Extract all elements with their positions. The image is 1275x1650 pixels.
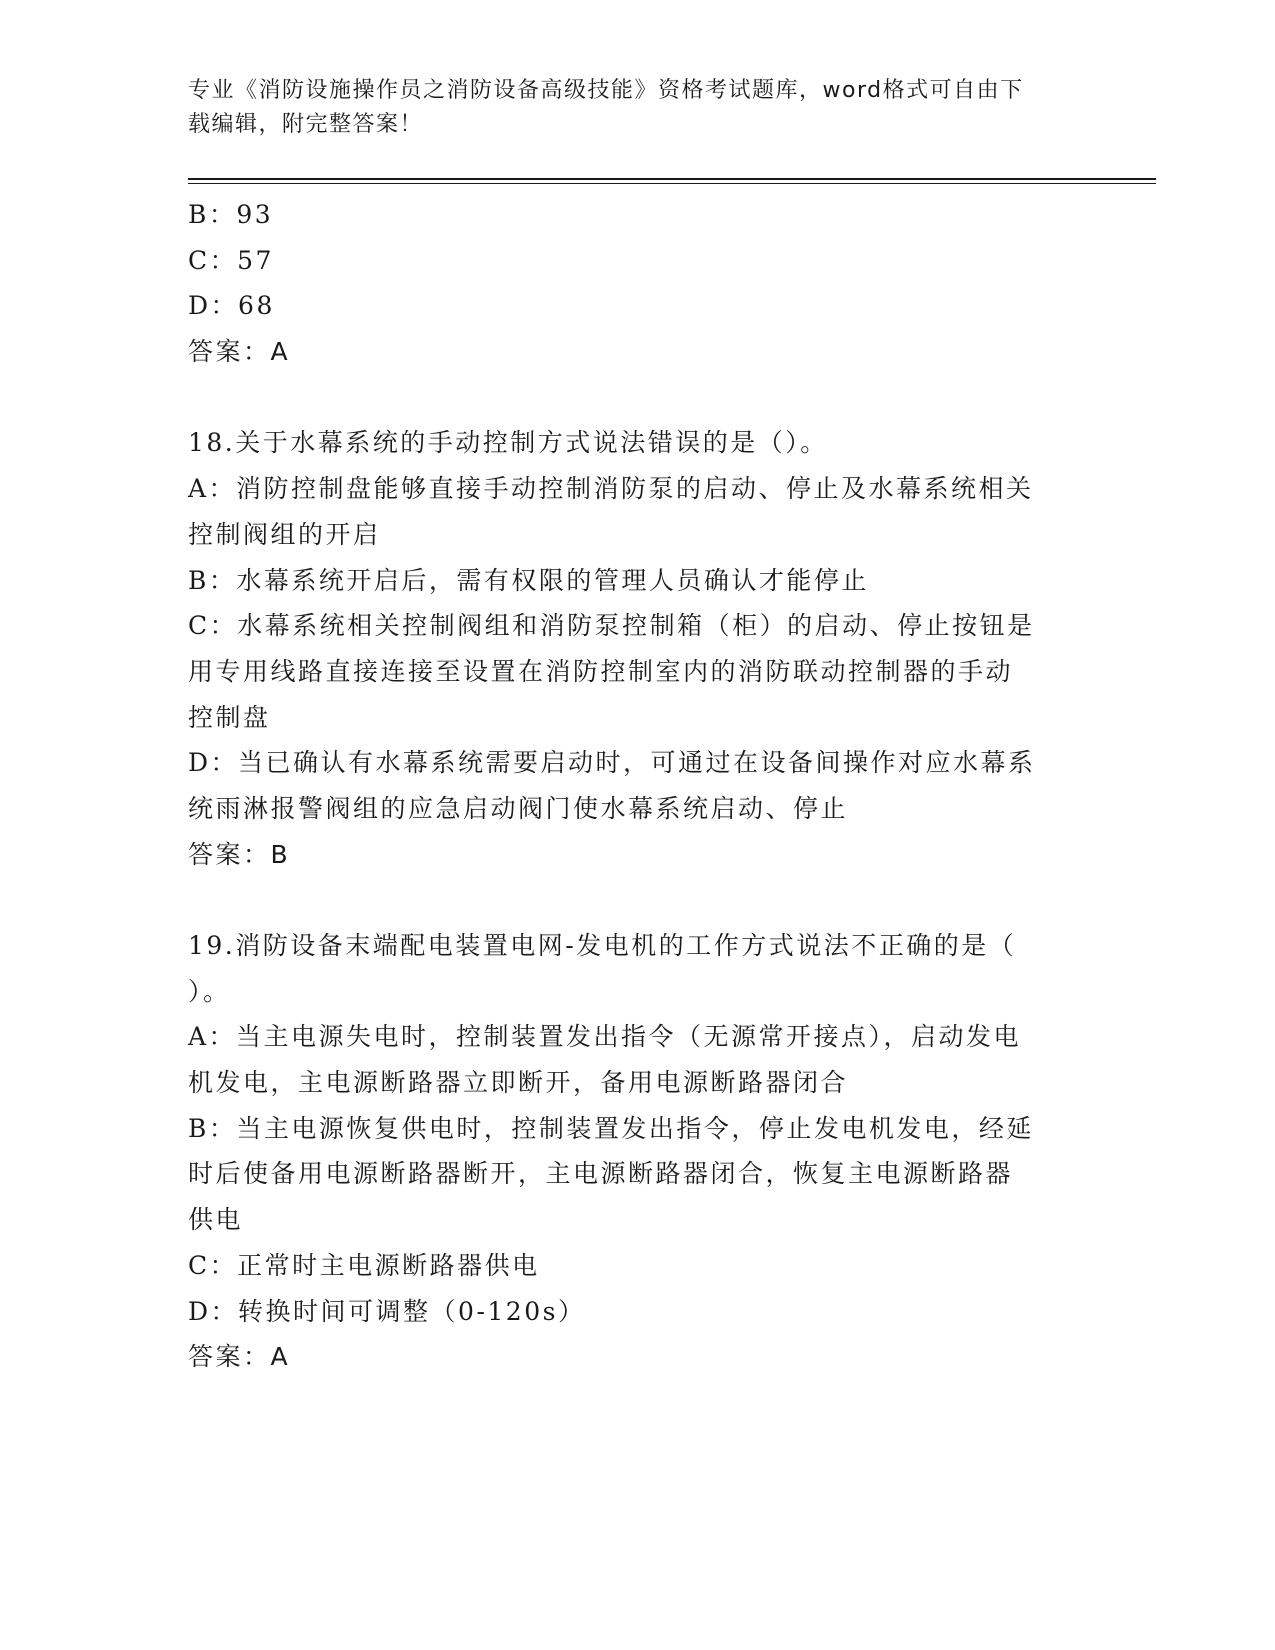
question-18 <box>188 420 1078 877</box>
option-c-cont: 控制盘 <box>188 702 271 732</box>
header-rule-thick <box>188 178 1156 180</box>
option-c: C：水幕系统相关控制阀组和消防泵控制箱（柜）的启动、停止按钮是 <box>188 611 1035 641</box>
option-b: B：当主电源恢复供电时，控制装置发出指令，停止发电机发电，经延 <box>188 1113 1034 1143</box>
option-c-cont: 用专用线路直接连接至设置在消防控制室内的消防联动控制器的手动 <box>188 656 1014 686</box>
option-d: D：转换时间可调整（0-120s） <box>188 1296 586 1326</box>
answer: 答案：A <box>188 337 291 367</box>
option-b: B：水幕系统开启后，需有权限的管理人员确认才能停止 <box>188 565 869 595</box>
document-header <box>188 74 1068 142</box>
question-stem-cont: ）。 <box>188 976 231 1006</box>
option-b-cont: 供电 <box>188 1205 244 1235</box>
option-c: C：57 <box>188 245 274 275</box>
header-rule-thin <box>188 183 1156 184</box>
option-d: D：68 <box>188 291 275 321</box>
option-c: C：正常时主电源断路器供电 <box>188 1250 540 1280</box>
option-a: A：消防控制盘能够直接手动控制消防泵的启动、停止及水幕系统相关 <box>188 474 1034 504</box>
question-stem: 18.关于水幕系统的手动控制方式说法错误的是（）。 <box>188 428 828 458</box>
option-a-cont: 控制阀组的开启 <box>188 519 381 549</box>
option-b: B：93 <box>188 200 274 229</box>
option-b-cont: 时后使备用电源断路器断开，主电源断路器闭合，恢复主电源断路器 <box>188 1159 1014 1189</box>
header-line-2: 载编辑，附完整答案！ <box>188 112 424 137</box>
option-d: D：当已确认有水幕系统需要启动时，可通过在设备间操作对应水幕系 <box>188 748 1036 778</box>
option-a: A：当主电源失电时，控制装置发出指令（无源常开接点），启动发电 <box>188 1022 1022 1052</box>
previous-question-tail <box>188 192 1078 375</box>
answer: 答案：B <box>188 839 291 869</box>
option-d-cont: 统雨淋报警阀组的应急启动阀门使水幕系统启动、停止 <box>188 793 849 823</box>
question-stem: 19.消防设备末端配电装置电网-发电机的工作方式说法不正确的是（ <box>188 931 1017 960</box>
question-19 <box>188 923 1078 1380</box>
answer: 答案：A <box>188 1342 291 1372</box>
document-body <box>188 192 1078 1380</box>
header-line-1: 专业《消防设施操作员之消防设备高级技能》资格考试题库，word格式可自由下 <box>188 78 1024 103</box>
spacer <box>188 375 1078 421</box>
option-a-cont: 机发电，主电源断路器立即断开，备用电源断路器闭合 <box>188 1068 849 1098</box>
spacer <box>188 877 1078 923</box>
